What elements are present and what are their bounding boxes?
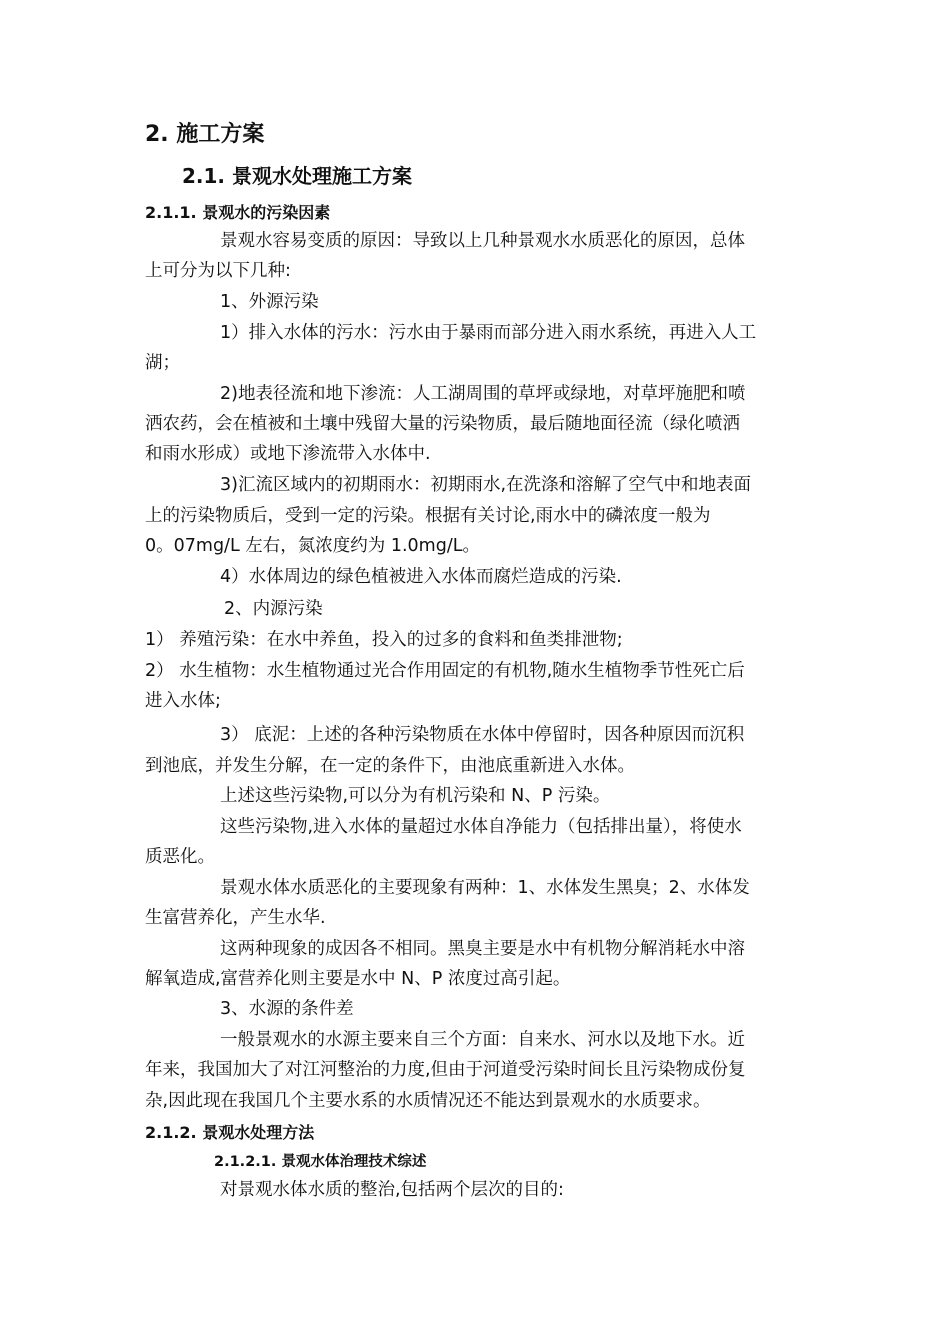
paragraph-line: 和雨水形成）或地下渗流带入水体中. [145,444,431,464]
paragraph-line: 1） 养殖污染：在水中养鱼，投入的过多的食料和鱼类排泄物; [145,630,623,650]
paragraph-line: 2） 水生植物：水生植物通过光合作用固定的有机物,随水生植物季节性死亡后 [145,661,745,681]
paragraph-line: 景观水容易变质的原因：导致以上几种景观水水质恶化的原因，总体 [220,231,745,251]
paragraph-line: 这些污染物,进入水体的量超过水体自净能力（包括排出量），将使水 [220,817,742,837]
heading-pollution-factors: 2.1.1. 景观水的污染因素 [145,203,331,222]
heading-landscape-water-plan: 2.1. 景观水处理施工方案 [182,164,412,188]
paragraph-line: 4）水体周边的绿色植被进入水体而腐烂造成的污染. [220,567,622,587]
paragraph-line: 3） 底泥：上述的各种污染物质在水体中停留时，因各种原因而沉积 [220,725,745,745]
paragraph-line: 3)汇流区域内的初期雨水：初期雨水,在洗涤和溶解了空气中和地表面 [220,475,752,495]
paragraph-line: 3、水源的条件差 [220,999,354,1019]
paragraph-line: 上可分为以下几种: [145,261,291,281]
paragraph-line: 0。07mg/L 左右，氮浓度约为 1.0mg/L。 [145,536,480,556]
paragraph-line: 2、内源污染 [224,599,323,619]
heading-construction-plan: 2. 施工方案 [145,122,265,147]
paragraph-line: 上的污染物质后，受到一定的污染。根据有关讨论,雨水中的磷浓度一般为 [145,506,711,526]
paragraph-line: 对景观水体水质的整治,包括两个层次的目的: [220,1180,564,1200]
heading-treatment-methods: 2.1.2. 景观水处理方法 [145,1123,315,1142]
paragraph-line: 年来，我国加大了对江河整治的力度,但由于河道受污染时间长且污染物成份复 [145,1060,746,1080]
paragraph-line: 到池底，并发生分解，在一定的条件下，由池底重新进入水体。 [145,756,635,776]
paragraph-line: 解氧造成,富营养化则主要是水中 N、P 浓度过高引起。 [145,969,571,989]
paragraph-line: 景观水体水质恶化的主要现象有两种：1、水体发生黑臭；2、水体发 [220,878,750,898]
paragraph-line: 2)地表径流和地下渗流：人工湖周围的草坪或绿地，对草坪施肥和喷 [220,384,746,404]
paragraph-line: 湖； [145,353,180,373]
paragraph-line: 这两种现象的成因各不相同。黑臭主要是水中有机物分解消耗水中溶 [220,939,745,959]
paragraph-line: 进入水体; [145,691,221,711]
paragraph-line: 洒农药，会在植被和土壤中残留大量的污染物质，最后随地面径流（绿化喷洒 [145,414,740,434]
paragraph-line: 1、外源污染 [220,292,319,312]
paragraph-line: 一般景观水的水源主要来自三个方面：自来水、河水以及地下水。近 [220,1030,745,1050]
paragraph-line: 质恶化。 [145,847,215,867]
paragraph-line: 上述这些污染物,可以分为有机污染和 N、P 污染。 [220,786,611,806]
paragraph-line: 杂,因此现在我国几个主要水系的水质情况还不能达到景观水的水质要求。 [145,1091,711,1111]
paragraph-line: 生富营养化，产生水华. [145,908,326,928]
paragraph-line: 1）排入水体的污水：污水由于暴雨而部分进入雨水系统，再进入人工 [220,323,757,343]
heading-technology-overview: 2.1.2.1. 景观水体治理技术综述 [214,1154,427,1170]
